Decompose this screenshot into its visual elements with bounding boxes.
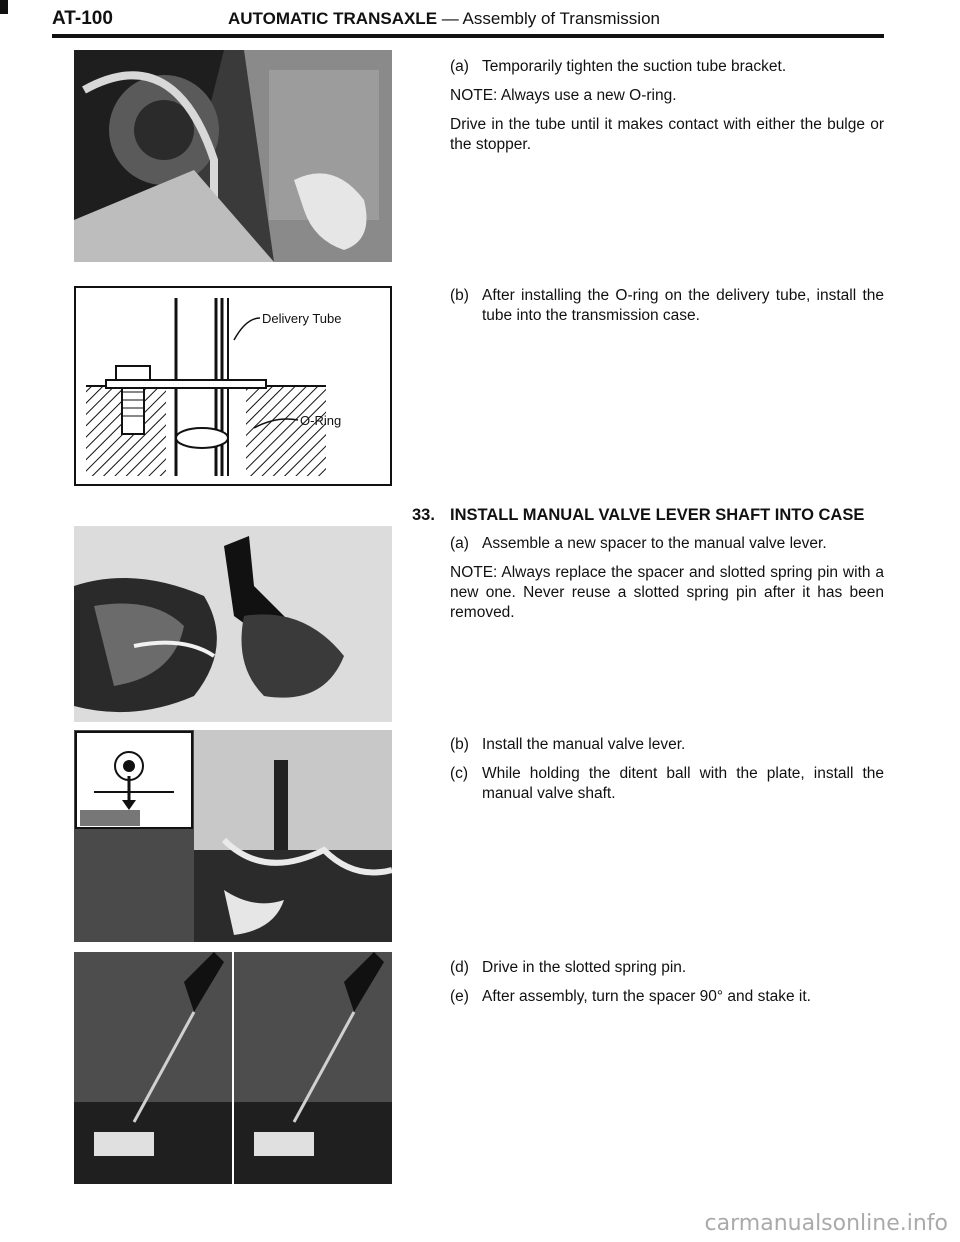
photo-spacer-lever <box>74 526 392 722</box>
item-text: Assemble a new spacer to the manual valve lever. <box>482 535 827 552</box>
page-number: AT-100 <box>52 8 113 29</box>
note-text: NOTE: Always use a new O-ring. <box>450 87 677 104</box>
item-label: (a) <box>450 535 469 552</box>
item-b <box>450 286 884 326</box>
item-d <box>450 958 884 978</box>
item-label: (d) <box>450 959 469 976</box>
step-33-bc <box>450 735 884 813</box>
item-c <box>450 764 884 804</box>
item-label: (c) <box>450 765 469 782</box>
step-number: 33. <box>412 506 435 524</box>
diagram-delivery-tube <box>74 286 392 486</box>
header-rule <box>52 34 884 38</box>
item-e <box>450 987 884 1007</box>
label-o-ring: O-Ring <box>300 413 342 428</box>
title-rest: — Assembly of Transmission <box>437 9 660 28</box>
item-text: Temporarily tighten the suction tube bracket. <box>482 58 787 75</box>
item-a <box>450 534 884 554</box>
section-a-text <box>450 57 884 164</box>
step-33 <box>412 505 884 632</box>
title-bold: AUTOMATIC TRANSAXLE <box>228 9 438 28</box>
step-33-de <box>450 958 884 1016</box>
step-heading <box>412 505 884 525</box>
corner-mark <box>0 0 8 14</box>
item-label: (e) <box>450 988 469 1005</box>
item-text: While holding the ditent ball with the plate, install the manual valve shaft. <box>482 765 884 802</box>
label-delivery-tube: Delivery Tube <box>262 311 342 326</box>
page-title <box>228 9 660 29</box>
watermark: carmanualsonline.info <box>704 1211 948 1236</box>
photo-slotted-pin <box>74 952 392 1184</box>
page-header <box>0 0 960 48</box>
item-text: Drive in the slotted spring pin. <box>482 959 687 976</box>
photo-manual-valve-shaft <box>74 730 392 942</box>
drive-text: Drive in the tube until it makes contact with either the bulge or the stopper. <box>450 116 884 153</box>
item-label: (a) <box>450 58 469 75</box>
item-b <box>450 735 884 755</box>
item-label: (b) <box>450 736 469 753</box>
step-title: INSTALL MANUAL VALVE LEVER SHAFT INTO CASE <box>450 506 865 524</box>
note-text: NOTE: Always replace the spacer and slotted spring pin with a new one. Never reuse a slotted spring pin after it has been removed. <box>450 564 884 621</box>
item-text: Install the manual valve lever. <box>482 736 686 753</box>
item-text: After assembly, turn the spacer 90° and stake it. <box>482 988 811 1005</box>
item-text: After installing the O-ring on the delivery tube, install the tube into the transmission case. <box>482 287 884 324</box>
item-a <box>450 57 884 77</box>
item-label: (b) <box>450 287 469 304</box>
section-b-text <box>450 286 884 335</box>
photo-suction-tube <box>74 50 392 262</box>
